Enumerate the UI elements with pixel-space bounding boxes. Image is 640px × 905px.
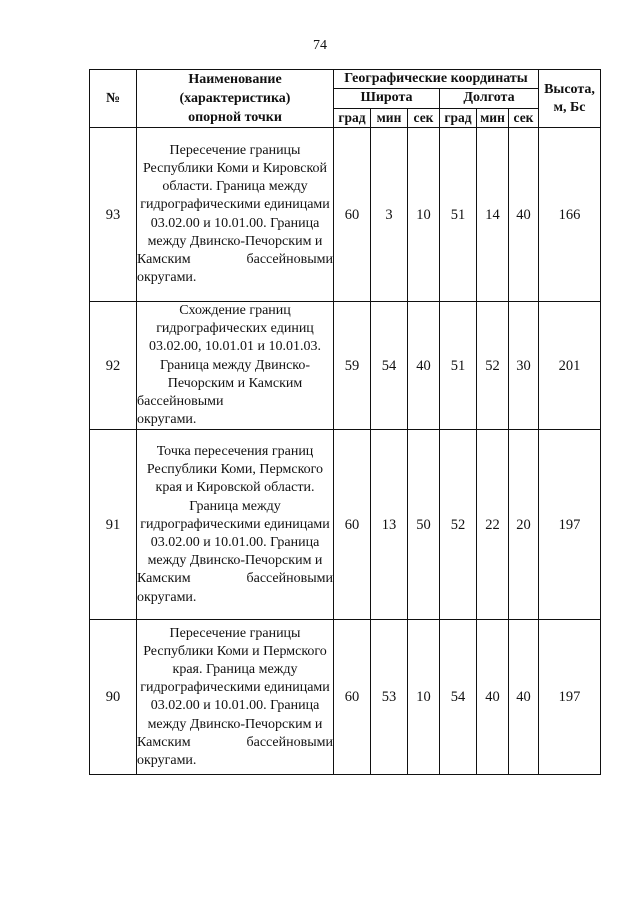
lon-min: 40 <box>477 620 509 775</box>
lat-deg: 60 <box>334 430 371 620</box>
row-description-text: Пересечение границы Республики Коми и Кировской области. Граница между гидрографическими единицами 03.02.00 и 10.01.00. Граница между Двинско-Печорским и Камским бассейновыми <box>137 142 333 267</box>
header-no: № <box>90 70 137 128</box>
header-lon-sec: сек <box>509 108 539 127</box>
header-lon-deg: град <box>440 108 477 127</box>
lon-sec: 30 <box>509 302 539 430</box>
height-value: 197 <box>539 430 601 620</box>
header-name-line3: опорной точки <box>188 110 282 125</box>
lat-deg: 60 <box>334 620 371 775</box>
lon-min: 22 <box>477 430 509 620</box>
header-name-line1: Наименование <box>188 72 282 87</box>
row-number: 91 <box>90 430 137 620</box>
lat-sec-value: 10 <box>416 206 431 223</box>
row-number: 92 <box>90 302 137 430</box>
lat-sec: 10 <box>408 620 440 775</box>
header-lon-min: мин <box>477 108 509 127</box>
header-lat-min: мин <box>371 108 408 127</box>
lon-deg: 54 <box>440 620 477 775</box>
lat-sec: 40 <box>408 302 440 430</box>
lat-min: 13 <box>371 430 408 620</box>
table-row <box>90 302 601 430</box>
lat-min: 3 <box>371 128 408 302</box>
lat-sec: 50 <box>408 430 440 620</box>
lon-min: 52 <box>477 302 509 430</box>
row-number: 90 <box>90 620 137 775</box>
lon-deg: 51 <box>440 128 477 302</box>
header-height <box>539 70 601 128</box>
table-row <box>90 620 601 775</box>
row-description-last: округами. <box>137 589 197 605</box>
page-number: 74 <box>313 38 327 53</box>
lon-deg: 52 <box>440 430 477 620</box>
header-geo-coordinates: Географические координаты <box>334 70 539 89</box>
lon-sec: 40 <box>509 620 539 775</box>
lon-sec: 20 <box>509 430 539 620</box>
lat-min: 53 <box>371 620 408 775</box>
lon-min: 14 <box>477 128 509 302</box>
header-lat-sec: сек <box>408 108 440 127</box>
header-name <box>137 70 334 128</box>
row-description-text: Схождение границ гидрографических единиц 03.02.00, 10.01.01 и 10.01.03. Граница между Двинско-Печорским и Камским бассейновыми <box>137 303 321 410</box>
row-description-last: округами. <box>137 270 197 286</box>
height-value: 166 <box>539 128 601 302</box>
row-description-text: Пересечение границы Республики Коми и Пермского края. Граница между гидрографическими единицами 03.02.00 и 10.01.00. Граница между Двинско-Печорским и Камским бассейновыми <box>137 625 333 750</box>
header-name-line2: (характеристика) <box>179 91 291 106</box>
header-longitude: Долгота <box>440 89 539 108</box>
row-description <box>137 128 334 302</box>
row-description-text: Точка пересечения границ Республики Коми, Пермского края и Кировской области. Граница между гидрографическими единицами 03.02.00 и 10.01.00. Граница между Двинско-Печорским и Камским бассейновыми <box>137 444 333 587</box>
table-row <box>90 128 601 302</box>
lat-deg: 59 <box>334 302 371 430</box>
row-number: 93 <box>90 128 137 302</box>
reference-points-table <box>89 69 601 775</box>
header-height-line1: Высота, <box>544 81 595 97</box>
height-value: 197 <box>539 620 601 775</box>
lat-deg: 60 <box>334 128 371 302</box>
lat-sec <box>408 128 440 302</box>
header-lat-deg: град <box>334 108 371 127</box>
lat-min: 54 <box>371 302 408 430</box>
row-description <box>137 620 334 775</box>
header-height-line2: м, Бс <box>553 99 586 115</box>
row-description-last: округами. <box>137 412 197 428</box>
lon-sec: 40 <box>509 128 539 302</box>
lon-deg: 51 <box>440 302 477 430</box>
height-value: 201 <box>539 302 601 430</box>
row-description <box>137 302 334 430</box>
header-latitude: Широта <box>334 89 440 108</box>
row-description <box>137 430 334 620</box>
table-row <box>90 430 601 620</box>
row-description-last: округами. <box>137 753 197 769</box>
